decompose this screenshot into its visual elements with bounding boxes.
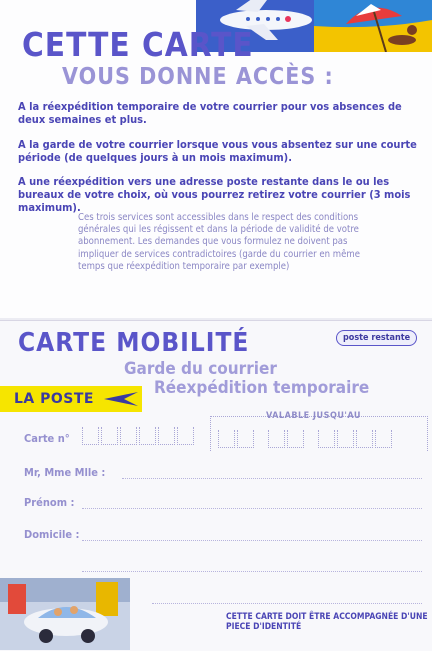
name-label: Mr, Mme Mlle : xyxy=(24,466,106,479)
card-number-label: Carte n° xyxy=(24,432,70,445)
car-illustration xyxy=(0,578,130,650)
service-paragraph-forwarding: A la réexpédition temporaire de votre courrier pour vos absences de deux semaines et plus. xyxy=(18,100,402,126)
name-field[interactable] xyxy=(122,478,422,479)
address-field-line-3[interactable] xyxy=(152,603,422,604)
valid-until-field[interactable] xyxy=(218,430,394,448)
digit-cell[interactable] xyxy=(177,427,194,445)
date-cell[interactable] xyxy=(337,430,354,448)
address-label: Domicile : xyxy=(24,528,80,541)
first-name-label: Prénom : xyxy=(24,496,75,509)
top-subtitle: VOUS DONNE ACCÈS : xyxy=(62,64,334,90)
digit-cell[interactable] xyxy=(139,427,156,445)
date-cell[interactable] xyxy=(287,430,304,448)
service-hold-label: Garde du courrier xyxy=(124,359,277,379)
car-icon xyxy=(0,578,130,650)
date-cell[interactable] xyxy=(375,430,392,448)
digit-cell[interactable] xyxy=(120,427,137,445)
poste-restante-badge: poste restante xyxy=(336,330,417,346)
card-title: CARTE MOBILITÉ xyxy=(18,328,250,358)
date-cell[interactable] xyxy=(218,430,235,448)
la-poste-logo: LA POSTE xyxy=(14,391,94,407)
first-name-field[interactable] xyxy=(82,508,422,509)
service-paragraph-poste-restante: A une réexpédition vers une adresse poste restante dans le ou les bureaux de votre choix, où vous pourrez retirez votre courrier (3 mois maximum). xyxy=(18,175,411,214)
date-cell[interactable] xyxy=(356,430,373,448)
digit-cell[interactable] xyxy=(82,427,99,445)
date-cell[interactable] xyxy=(268,430,285,448)
la-poste-bird-icon xyxy=(104,392,138,406)
service-forwarding-label: Réexpédition temporaire xyxy=(154,378,370,398)
top-title: CETTE CARTE xyxy=(22,25,254,64)
date-cell[interactable] xyxy=(318,430,335,448)
card-number-field[interactable] xyxy=(82,427,196,445)
address-field-line-1[interactable] xyxy=(82,540,422,541)
valid-until-label: VALABLE JUSQU'AU xyxy=(266,411,361,421)
digit-cell[interactable] xyxy=(101,427,118,445)
identity-notice: CETTE CARTE DOIT ÊTRE ACCOMPAGNÉE D'UNE PIECE D'IDENTITÉ xyxy=(226,612,428,632)
conditions-text: Ces trois services sont accessibles dans le respect des conditions générales qui les régissent et dans la période de validité de votre abonnement. Les demandes que vous formulez ne doivent pas impliquer de services contradictoires (garde du courrier en même temps que réexpédition temporaire par exemple) xyxy=(78,212,360,272)
address-field-line-2[interactable] xyxy=(82,571,422,572)
service-paragraph-hold: A la garde de votre courrier lorsque vous vous absentez sur une courte période (de quelques jours à un mois maximum). xyxy=(18,138,417,164)
date-cell[interactable] xyxy=(237,430,254,448)
digit-cell[interactable] xyxy=(158,427,175,445)
